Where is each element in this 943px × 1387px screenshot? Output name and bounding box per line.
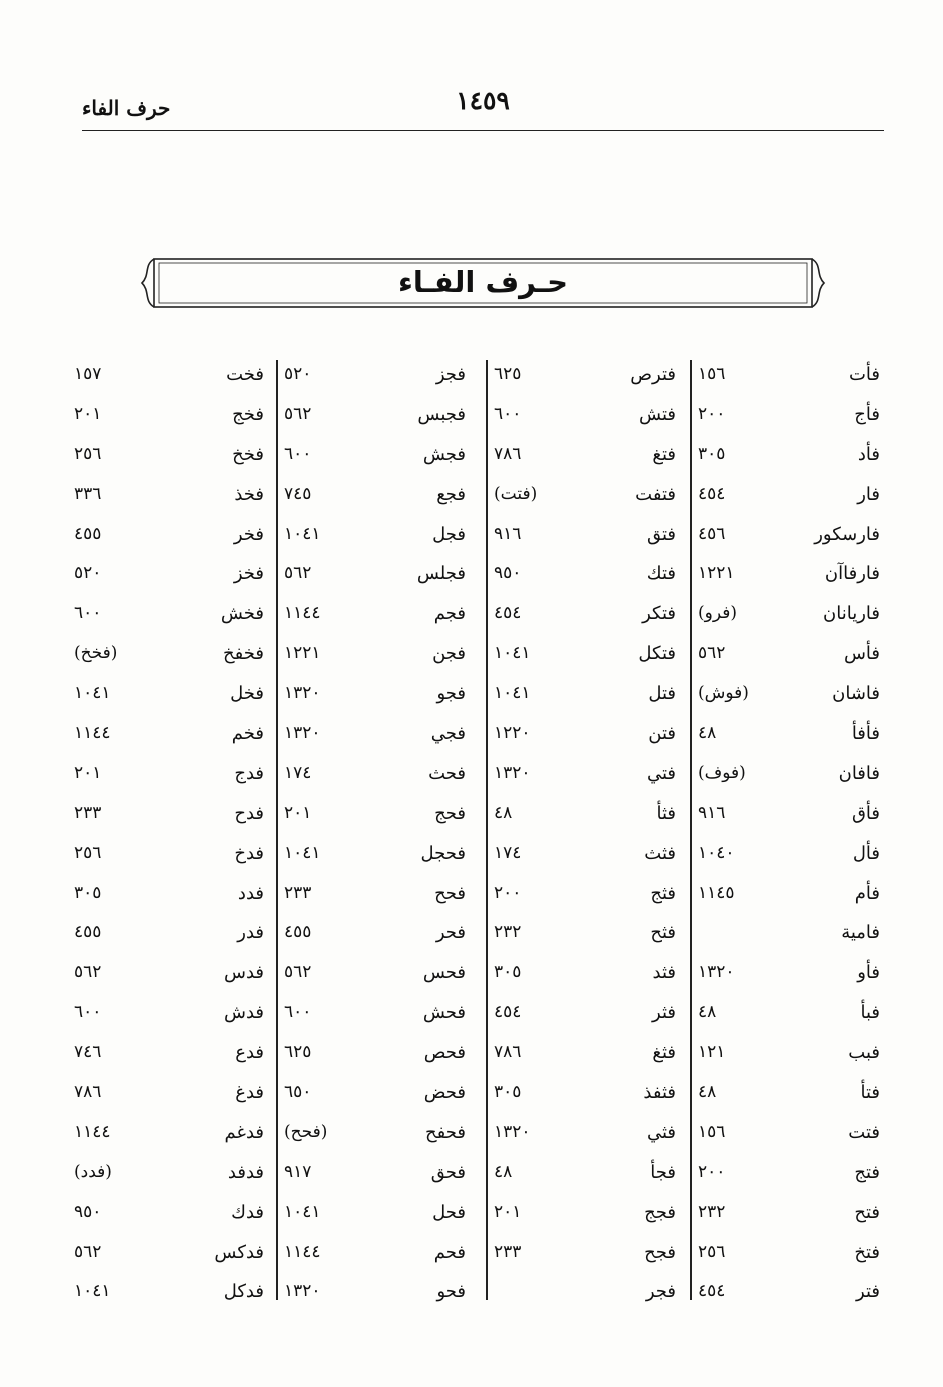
section-banner — [140, 257, 826, 309]
entry-page-ref: ٥٦٢ — [698, 643, 726, 664]
index-entry — [696, 835, 886, 875]
entry-page-ref: ٧٤٦ — [74, 1042, 102, 1063]
index-entry — [72, 1154, 270, 1194]
entry-page-ref: ٧٨٦ — [494, 1042, 522, 1063]
entry-word: فدح — [234, 802, 264, 824]
entry-word: فحح — [434, 882, 466, 904]
entry-word: فحل — [432, 1201, 466, 1223]
entry-page-ref: ١٣٢٠ — [284, 723, 321, 744]
entry-page-ref: ٧٨٦ — [494, 443, 522, 464]
index-entry — [282, 954, 472, 994]
entry-word: فجش — [422, 443, 466, 465]
index-entry — [696, 1154, 886, 1194]
entry-word: فدر — [237, 922, 264, 944]
index-entry — [696, 1234, 886, 1274]
entry-page-ref: ١٣٢٠ — [698, 962, 735, 983]
index-entry — [492, 835, 682, 875]
entry-word: فخت — [226, 364, 264, 385]
entry-page-ref: ١٠٤١ — [284, 523, 321, 544]
entry-page-ref: ٢٠٠ — [494, 882, 522, 903]
index-entry — [282, 516, 472, 556]
running-title: حرف الفاء — [82, 96, 171, 120]
entry-word: فجي — [430, 723, 466, 745]
index-entry — [492, 436, 682, 476]
entry-word: فحفح — [425, 1121, 466, 1143]
entry-page-ref: ٦٠٠ — [74, 1002, 102, 1023]
entry-page-ref: ٢٠١ — [494, 1201, 522, 1222]
entry-word: فجو — [436, 683, 466, 705]
entry-word: فدش — [223, 1002, 264, 1024]
index-entry — [72, 1194, 270, 1234]
index-entry — [696, 1074, 886, 1114]
entry-word: فتر — [856, 1281, 880, 1303]
index-entry — [72, 595, 270, 635]
entry-page-ref: ١٥٦ — [698, 1121, 726, 1142]
index-entry — [282, 635, 472, 675]
entry-word: فجج — [644, 1201, 676, 1223]
index-entry — [492, 1114, 682, 1154]
entry-word: فأد — [857, 443, 880, 465]
entry-word: فدخ — [234, 842, 264, 864]
entry-page-ref: ٢٣٣ — [494, 1241, 522, 1262]
index-entry — [492, 476, 682, 516]
entry-page-ref: ٤٨ — [698, 1082, 717, 1103]
entry-page-ref: ٤٨ — [698, 1002, 717, 1023]
entry-word: فثر — [652, 1002, 676, 1024]
entry-word: فخز — [233, 563, 264, 585]
entry-word: فحش — [422, 1002, 466, 1024]
entry-page-ref: ١٠٤١ — [284, 842, 321, 863]
entry-word: فدك — [231, 1201, 264, 1223]
index-column-1 — [696, 356, 886, 1313]
entry-word: فحجل — [420, 842, 466, 864]
index-entry — [72, 1114, 270, 1154]
entry-word: فتج — [854, 1161, 880, 1183]
index-entry — [492, 635, 682, 675]
entry-page-ref: ٩١٦ — [698, 802, 726, 823]
index-entry — [282, 1074, 472, 1114]
entry-page-ref: (فدد) — [74, 1161, 112, 1182]
entry-word: فحض — [423, 1082, 466, 1104]
entry-word: فأج — [854, 403, 880, 425]
entry-page-ref: ٣٠٥ — [494, 1082, 522, 1103]
entry-page-ref: ٦٥٠ — [284, 1082, 312, 1103]
entry-word: فحث — [428, 762, 466, 784]
entry-word: فثغ — [652, 1042, 676, 1064]
index-entry — [282, 1234, 472, 1274]
index-entry — [282, 675, 472, 715]
entry-word: فجع — [436, 483, 466, 505]
index-entry — [72, 1034, 270, 1074]
entry-word: فتأ — [860, 1082, 880, 1104]
entry-word: فترص — [630, 364, 676, 385]
entry-page-ref: ١١٤٤ — [74, 1121, 111, 1142]
index-entry — [696, 954, 886, 994]
entry-word: فثي — [646, 1121, 676, 1143]
entry-page-ref: (فحح) — [284, 1121, 328, 1142]
entry-word: فثد — [652, 962, 676, 984]
index-entry — [282, 914, 472, 954]
entry-page-ref: ١٧٤ — [494, 842, 522, 863]
entry-page-ref: ٣٠٥ — [494, 962, 522, 983]
entry-page-ref: ٥٢٠ — [74, 563, 102, 584]
section-title: حـرف الفـاء — [398, 265, 568, 299]
entry-word: فتك — [646, 563, 676, 585]
entry-word: فثفذ — [643, 1082, 676, 1104]
index-entry — [282, 1114, 472, 1154]
index-entry — [696, 595, 886, 635]
index-entry — [72, 1234, 270, 1274]
index-entry — [72, 396, 270, 436]
entry-word: فحق — [430, 1161, 466, 1183]
entry-page-ref: ٢٠١ — [74, 403, 102, 424]
index-column-2 — [492, 356, 682, 1313]
index-entry — [696, 994, 886, 1034]
index-entry — [72, 555, 270, 595]
entry-page-ref: ٢٥٦ — [74, 443, 102, 464]
index-entry — [696, 1034, 886, 1074]
entry-word: فجل — [432, 523, 466, 545]
index-entry — [696, 1114, 886, 1154]
entry-word: فتن — [648, 723, 676, 745]
entry-word: فخل — [230, 683, 264, 705]
index-entry — [282, 555, 472, 595]
index-entry — [282, 595, 472, 635]
entry-word: فتش — [639, 403, 676, 425]
column-divider — [486, 360, 488, 1300]
entry-page-ref: ٦٠٠ — [74, 603, 102, 624]
entry-page-ref: ٤٥٥ — [74, 922, 102, 943]
index-entry — [696, 675, 886, 715]
entry-page-ref: ١٠٤١ — [284, 1201, 321, 1222]
entry-page-ref: ١٠٤١ — [494, 683, 531, 704]
entry-word: فحص — [423, 1042, 466, 1064]
index-entry — [696, 1273, 886, 1313]
index-entry — [282, 875, 472, 915]
index-entry — [72, 835, 270, 875]
index-entry — [282, 715, 472, 755]
entry-page-ref: ٢٠٠ — [698, 1161, 726, 1182]
index-entry — [696, 476, 886, 516]
entry-page-ref: (فتت) — [494, 483, 538, 504]
entry-word: فحم — [433, 1241, 466, 1263]
entry-word: فأم — [854, 882, 880, 904]
entry-page-ref: ٦٢٥ — [494, 364, 522, 384]
entry-page-ref: ١١٤٤ — [284, 603, 321, 624]
entry-page-ref: ٢٥٦ — [74, 842, 102, 863]
index-entry — [492, 1034, 682, 1074]
index-entry — [282, 396, 472, 436]
index-entry — [282, 1273, 472, 1313]
entry-word: فجز — [435, 364, 466, 385]
entry-word: فدفد — [227, 1161, 264, 1183]
entry-word: فأت — [848, 364, 880, 385]
entry-page-ref: ١٠٤٠ — [698, 842, 735, 863]
index-entry — [492, 954, 682, 994]
entry-word: فدكل — [223, 1281, 264, 1303]
entry-page-ref: ٣٠٥ — [74, 882, 102, 903]
entry-page-ref: ٢٣٣ — [74, 802, 102, 823]
entry-page-ref: ٤٥٦ — [698, 523, 726, 544]
entry-word: فجأ — [650, 1161, 676, 1183]
entry-word: فجبس — [417, 403, 466, 425]
entry-word: فثج — [650, 882, 676, 904]
entry-page-ref: ٥٦٢ — [74, 962, 102, 983]
index-entry — [696, 356, 886, 396]
entry-page-ref: ٧٤٥ — [284, 483, 312, 504]
entry-word: فامية — [841, 922, 880, 944]
entry-page-ref: (فرو) — [698, 603, 737, 624]
entry-page-ref: ٤٥٥ — [284, 922, 312, 943]
index-entry — [72, 875, 270, 915]
entry-word: فخم — [231, 723, 264, 745]
index-entry — [282, 1034, 472, 1074]
entry-page-ref: ١٠٤١ — [74, 683, 111, 704]
index-entry — [72, 914, 270, 954]
index-entry — [492, 1194, 682, 1234]
index-entry — [492, 1154, 682, 1194]
index-entry — [492, 755, 682, 795]
index-entry — [492, 555, 682, 595]
entry-word: فجح — [644, 1241, 676, 1263]
index-entry — [492, 875, 682, 915]
index-entry — [282, 1154, 472, 1194]
index-entry — [72, 755, 270, 795]
entry-page-ref: ٦٠٠ — [284, 1002, 312, 1023]
entry-page-ref: ٩١٦ — [494, 523, 522, 544]
entry-page-ref: ٦٠٠ — [284, 443, 312, 464]
index-entry — [72, 994, 270, 1034]
entry-page-ref: ١٧٤ — [284, 762, 312, 783]
index-entry — [282, 1194, 472, 1234]
entry-page-ref: ٢٣٢ — [494, 922, 522, 943]
index-entry — [72, 635, 270, 675]
entry-word: فخج — [232, 403, 264, 425]
entry-word: فتي — [646, 762, 676, 784]
entry-word: فأفأ — [851, 723, 880, 745]
index-entry — [696, 1194, 886, 1234]
entry-page-ref: ٥٦٢ — [284, 403, 312, 424]
entry-word: فأل — [852, 842, 880, 864]
entry-word: فحس — [422, 962, 466, 984]
entry-page-ref: ٥٦٢ — [74, 1241, 102, 1262]
entry-page-ref: ١٢٢١ — [284, 643, 321, 664]
entry-word: فدج — [234, 762, 264, 784]
entry-word: فثث — [644, 842, 676, 864]
entry-word: فجن — [432, 643, 466, 665]
index-entry — [72, 356, 270, 396]
entry-page-ref: ٤٨ — [698, 723, 717, 744]
entry-word: فجر — [645, 1281, 676, 1303]
entry-word: فخش — [220, 603, 264, 625]
index-entry — [282, 835, 472, 875]
entry-word: فجم — [433, 603, 466, 625]
index-entry — [696, 635, 886, 675]
index-entry — [492, 595, 682, 635]
entry-word: فثأ — [656, 802, 676, 824]
entry-page-ref: ٢٠١ — [74, 762, 102, 783]
entry-word: فخر — [233, 523, 264, 545]
entry-word: فافان — [838, 762, 880, 784]
entry-page-ref: ٤٥٤ — [698, 483, 726, 504]
entry-word: فارفاآن — [824, 563, 880, 585]
index-entry — [282, 994, 472, 1034]
entry-word: فبأ — [860, 1002, 880, 1024]
index-column-4 — [72, 356, 270, 1313]
entry-page-ref: ١١٤٤ — [74, 723, 111, 744]
entry-page-ref: ١٥٧ — [74, 364, 102, 384]
entry-page-ref: ١٣٢٠ — [494, 762, 531, 783]
index-entry — [492, 1234, 682, 1274]
entry-page-ref: ٤٥٥ — [74, 523, 102, 544]
entry-page-ref: ١٠٤١ — [74, 1281, 111, 1302]
entry-page-ref: ١٣٢٠ — [284, 683, 321, 704]
entry-word: فخذ — [234, 483, 264, 505]
entry-word: فاشان — [832, 683, 880, 705]
entry-word: فحج — [434, 802, 466, 824]
index-entry — [282, 356, 472, 396]
entry-word: فدد — [237, 882, 264, 904]
entry-word: فدكس — [214, 1241, 264, 1263]
entry-page-ref: ٢٠٠ — [698, 403, 726, 424]
index-entry — [492, 994, 682, 1034]
entry-page-ref: (فوش) — [698, 683, 749, 704]
entry-page-ref: ١٢٢٠ — [494, 723, 531, 744]
entry-page-ref: ٤٥٤ — [494, 1002, 522, 1023]
entry-word: فتكر — [642, 603, 676, 625]
entry-word: فتكل — [638, 643, 676, 665]
entry-page-ref: ٤٥٤ — [494, 603, 522, 624]
index-entry — [492, 396, 682, 436]
entry-word: فبب — [848, 1042, 880, 1064]
entry-word: فحر — [435, 922, 466, 944]
entry-word: فتخ — [854, 1241, 880, 1263]
entry-word: فاريانان — [823, 603, 880, 625]
entry-page-ref: ٤٥٤ — [698, 1281, 726, 1302]
index-entry — [492, 516, 682, 556]
entry-page-ref: ١٣٢٠ — [284, 1281, 321, 1302]
entry-page-ref: ٩٥٠ — [494, 563, 522, 584]
entry-page-ref: ٦٠٠ — [494, 403, 522, 424]
index-entry — [696, 555, 886, 595]
index-entry — [492, 914, 682, 954]
entry-page-ref: ٩٥٠ — [74, 1201, 102, 1222]
entry-word: فار — [857, 483, 880, 505]
column-divider — [690, 360, 692, 1300]
index-entry — [492, 1273, 682, 1313]
entry-word: فارسكور — [814, 523, 880, 545]
page-header — [82, 84, 884, 131]
entry-page-ref: ٦٢٥ — [284, 1042, 312, 1063]
entry-word: فأو — [857, 962, 880, 984]
index-entry — [72, 795, 270, 835]
entry-word: فتح — [854, 1201, 880, 1223]
entry-page-ref: ٥٦٢ — [284, 563, 312, 584]
entry-page-ref: ١٢١ — [698, 1042, 726, 1063]
entry-page-ref: ٤٨ — [494, 1161, 513, 1182]
index-entry — [72, 1074, 270, 1114]
index-entry — [492, 356, 682, 396]
column-divider — [276, 360, 278, 1300]
entry-page-ref: ٧٨٦ — [74, 1082, 102, 1103]
entry-page-ref: ٢٣٣ — [284, 882, 312, 903]
index-entry — [696, 914, 886, 954]
index-entry — [282, 476, 472, 516]
index-entry — [72, 476, 270, 516]
entry-word: فتغ — [652, 443, 676, 465]
entry-word: فأس — [843, 643, 880, 665]
entry-word: فثح — [650, 922, 676, 944]
entry-word: فتت — [848, 1121, 880, 1143]
entry-page-ref: (فوف) — [698, 762, 746, 783]
entry-page-ref: ٢٠١ — [284, 802, 312, 823]
index-entry — [282, 795, 472, 835]
index-entry — [696, 516, 886, 556]
index-entry — [696, 396, 886, 436]
entry-word: فخخ — [232, 443, 264, 465]
entry-page-ref: ١٣٢٠ — [494, 1121, 531, 1142]
index-entry — [72, 1273, 270, 1313]
index-entry — [492, 675, 682, 715]
index-entry — [492, 795, 682, 835]
entry-page-ref: ١٥٦ — [698, 364, 726, 384]
entry-word: فدس — [223, 962, 264, 984]
index-entry — [72, 715, 270, 755]
entry-word: فتق — [646, 523, 676, 545]
index-entry — [72, 436, 270, 476]
index-entry — [282, 436, 472, 476]
index-entry — [696, 755, 886, 795]
index-entry — [72, 675, 270, 715]
entry-page-ref: ٥٢٠ — [284, 364, 312, 384]
entry-word: فأق — [851, 802, 880, 824]
index-entry — [696, 795, 886, 835]
index-entry — [696, 715, 886, 755]
entry-page-ref: ١١٤٥ — [698, 882, 735, 903]
index-entry — [72, 954, 270, 994]
entry-page-ref: ٢٣٢ — [698, 1201, 726, 1222]
index-entry — [282, 755, 472, 795]
entry-page-ref: ١١٤٤ — [284, 1241, 321, 1262]
entry-word: فخفخ — [223, 643, 264, 665]
entry-page-ref: ١٢٢١ — [698, 563, 735, 584]
entry-page-ref: ٤٨ — [494, 802, 513, 823]
entry-word: فدغ — [235, 1082, 264, 1104]
entry-word: فدع — [235, 1042, 264, 1064]
entry-page-ref: ٥٦٢ — [284, 962, 312, 983]
index-entry — [492, 715, 682, 755]
index-entry — [492, 1074, 682, 1114]
entry-word: فدغم — [224, 1121, 264, 1143]
entry-page-ref: ٣٠٥ — [698, 443, 726, 464]
index-entry — [696, 875, 886, 915]
entry-word: فحو — [436, 1281, 466, 1303]
index-entry — [72, 516, 270, 556]
entry-word: فجلس — [416, 563, 466, 585]
entry-word: فتل — [648, 683, 676, 705]
entry-word: فتفت — [635, 483, 676, 505]
index-column-3 — [282, 356, 472, 1313]
entry-page-ref: ٣٣٦ — [74, 483, 102, 504]
entry-page-ref: (فخخ) — [74, 643, 118, 664]
page-number: ١٤٥٩ — [456, 86, 510, 115]
entry-page-ref: ١٠٤١ — [494, 643, 531, 664]
entry-page-ref: ٢٥٦ — [698, 1241, 726, 1262]
index-entry — [696, 436, 886, 476]
entry-page-ref: ٩١٧ — [284, 1161, 312, 1182]
